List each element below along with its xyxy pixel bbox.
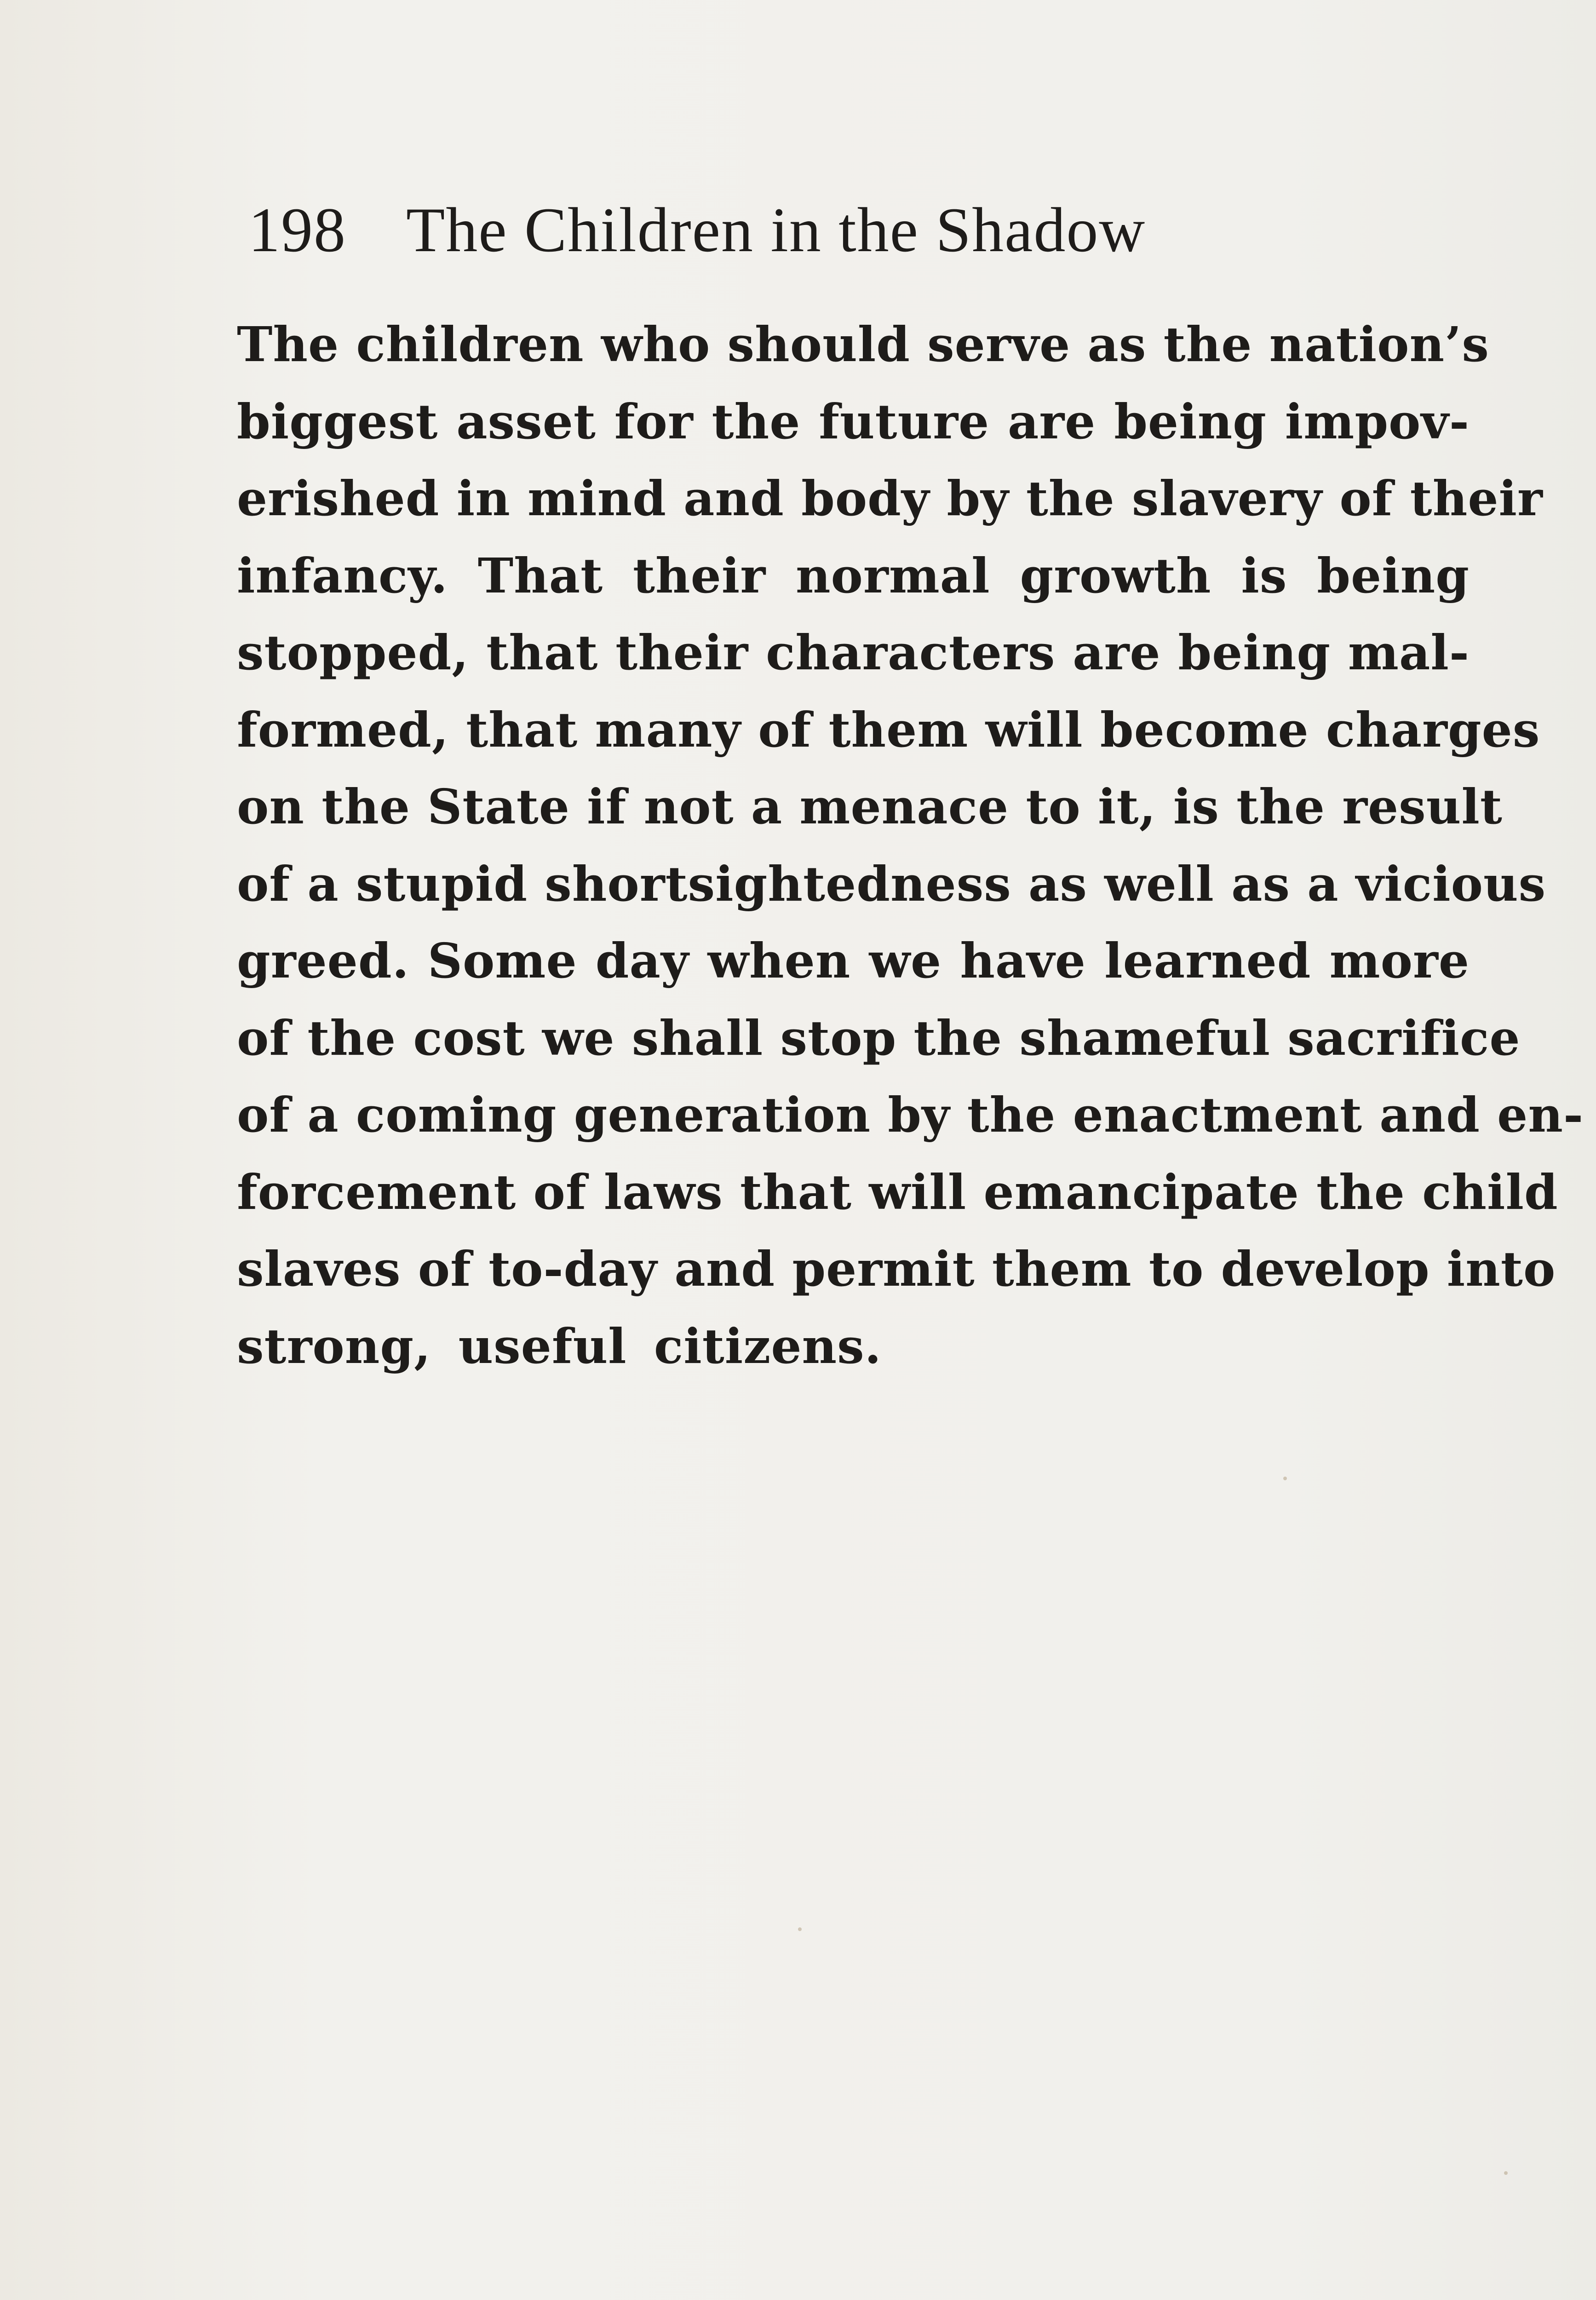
text-line: The children who should serve as the nation’s: [237, 316, 1489, 373]
paper-speck: [798, 1927, 802, 1931]
text-line: of a stupid shortsightedness as well as a vicious: [237, 855, 1546, 912]
text-line: greed. Some day when we have learned more: [237, 932, 1470, 989]
text-line: forcement of laws that will emancipate the child: [237, 1163, 1558, 1220]
text-line: slaves of to-day and permit them to develop into: [237, 1241, 1556, 1297]
text-line: on the State if not a menace to it, is the result: [237, 778, 1503, 835]
running-title: The Children in the Shadow: [406, 195, 1146, 265]
text-line: infancy. That their normal growth is being: [237, 547, 1470, 604]
text-line: stopped, that their characters are being mal-: [237, 624, 1470, 681]
paper-speck: [1504, 2171, 1508, 2175]
text-line: of the cost we shall stop the shameful sacrifice: [237, 1009, 1521, 1066]
body-paragraph: [237, 306, 1584, 1385]
paper-speck: [1283, 1477, 1287, 1480]
text-line: formed, that many of them will become charges: [237, 701, 1540, 758]
page-number: 198: [248, 195, 346, 265]
text-line-last: strong, useful citizens.: [237, 1317, 882, 1374]
running-head: [248, 193, 1306, 285]
text-line: biggest asset for the future are being impov-: [237, 393, 1470, 450]
text-line: erished in mind and body by the slavery of their: [237, 470, 1543, 527]
text-line: of a coming generation by the enactment and en-: [237, 1087, 1584, 1143]
